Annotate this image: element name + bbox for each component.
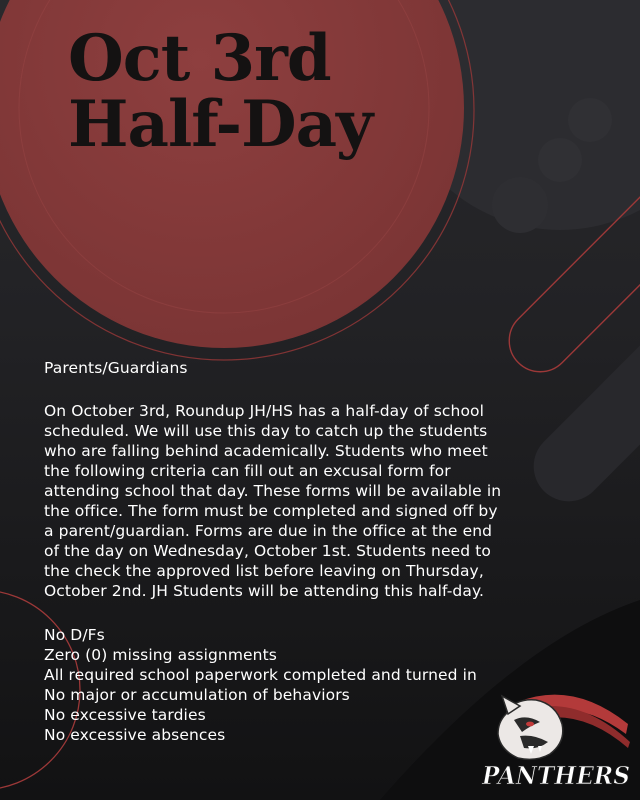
announcement-paragraph — [44, 401, 564, 601]
criteria-item: All required school paperwork completed and turned in — [44, 666, 477, 684]
bg-dark-circle — [538, 138, 582, 182]
bg-dark-circle — [568, 98, 612, 142]
criteria-item: No excessive tardies — [44, 706, 206, 724]
criteria-item: Zero (0) missing assignments — [44, 646, 277, 664]
paragraph-line: October 2nd. JH Students will be attending this half-day. — [44, 582, 485, 600]
paragraph-line: attending school that day. These forms will be available in — [44, 482, 502, 500]
paragraph-line: On October 3rd, Roundup JH/HS has a half-day of school — [44, 402, 485, 420]
title-block — [68, 21, 373, 162]
bg-dark-circle — [492, 177, 548, 233]
criteria-item: No excessive absences — [44, 726, 226, 744]
salutation: Parents/Guardians — [44, 359, 188, 377]
panthers-logo — [478, 684, 634, 794]
paragraph-line: who are falling behind academically. Students who meet — [44, 442, 488, 460]
logo-wordmark: PANTHERS — [481, 761, 630, 790]
title-line-date: Oct 3rd — [68, 21, 331, 96]
paragraph-line: scheduled. We will use this day to catch up the students — [44, 422, 488, 440]
panther-head-icon — [498, 695, 630, 760]
paragraph-line: of the day on Wednesday, October 1st. Students need to — [44, 542, 491, 560]
criteria-item: No major or accumulation of behaviors — [44, 686, 350, 704]
title-line-event: Half-Day — [68, 87, 373, 162]
paragraph-line: the office. The form must be completed and signed off by — [44, 502, 498, 520]
paragraph-line: the check the approved list before leaving on Thursday, — [44, 562, 484, 580]
paragraph-line: the following criteria can fill out an excusal form for — [44, 462, 451, 480]
criteria-item: No D/Fs — [44, 626, 105, 644]
paragraph-line: a parent/guardian. Forms are due in the office at the end — [44, 522, 493, 540]
